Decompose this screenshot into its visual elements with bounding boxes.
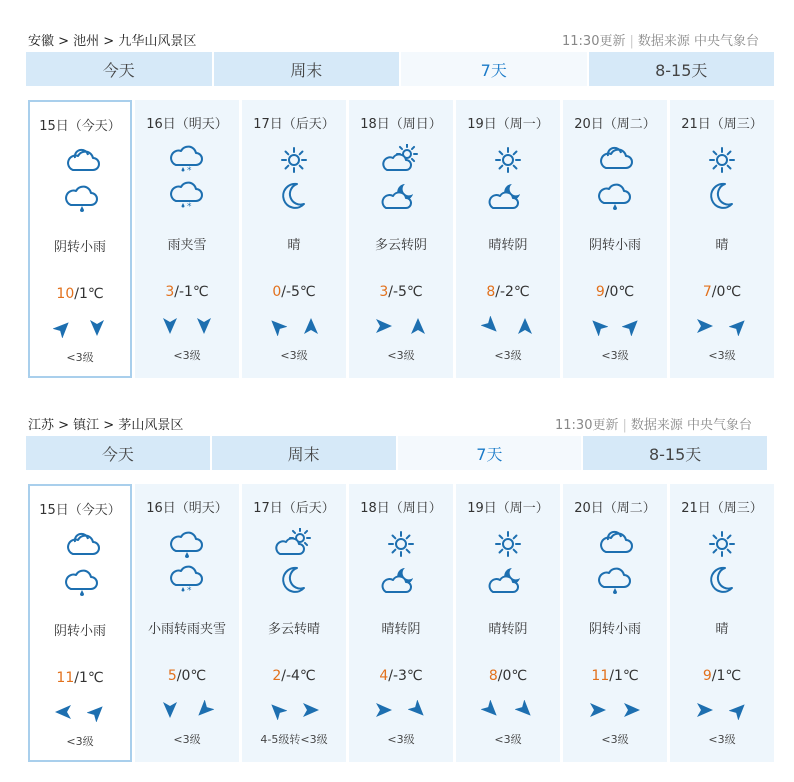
moon-icon <box>702 180 742 212</box>
day-card[interactable] <box>135 484 239 762</box>
temperature <box>242 284 346 300</box>
temp-low: /-3℃ <box>388 668 423 684</box>
wind-southwest-arrow-icon <box>729 700 749 720</box>
weather-desc: 阴转小雨 <box>53 240 106 255</box>
wind-directions <box>242 316 346 336</box>
sun-icon <box>488 144 528 176</box>
moon-icon <box>702 564 742 596</box>
weather-desc: 晴 <box>715 622 729 637</box>
wind-west-arrow-icon <box>374 700 394 720</box>
temperature <box>349 668 453 684</box>
weather-desc: 阴转小雨 <box>53 624 106 639</box>
temp-low: /1℃ <box>74 286 104 302</box>
temperature <box>456 668 560 684</box>
wind-southeast-arrow-icon <box>481 316 501 336</box>
weather-desc: 晴转阴 <box>488 238 528 253</box>
wind-southwest-arrow-icon <box>87 702 107 722</box>
temperature <box>30 286 130 302</box>
cloudy-icon <box>595 144 635 176</box>
temp-high: 3 <box>165 284 175 300</box>
day-label: 20日（周二） <box>574 501 656 516</box>
temp-high: 8 <box>486 284 496 300</box>
temp-low: /1℃ <box>711 668 742 684</box>
wind-level: <3级 <box>66 735 94 748</box>
wind-level: <3级 <box>387 349 415 362</box>
temp-high: 11 <box>591 668 610 684</box>
temp-high: 9 <box>702 668 712 684</box>
wind-level: <3级 <box>494 733 522 746</box>
wind-level: <3级 <box>494 349 522 362</box>
sleet-icon <box>167 564 207 596</box>
tab-weekend[interactable]: 周末 <box>214 52 402 86</box>
forecast-tabs <box>26 52 774 86</box>
weather-desc: 多云转晴 <box>267 622 320 637</box>
rain-icon <box>62 566 102 598</box>
day-card[interactable] <box>563 100 667 378</box>
wind-directions <box>135 316 239 336</box>
temperature <box>670 284 774 300</box>
wind-northeast-arrow-icon <box>588 316 608 336</box>
rain-icon <box>167 528 207 560</box>
update-meta: 11:30更新 | 数据来源 中央气象台 <box>555 418 752 433</box>
sleet-icon <box>167 144 207 176</box>
wind-directions <box>349 700 453 720</box>
temp-low: /1℃ <box>609 668 639 684</box>
day-card[interactable] <box>349 484 453 762</box>
temp-high: 5 <box>167 668 177 684</box>
day-label: 17日（后天） <box>253 117 335 132</box>
temp-low: /-4℃ <box>281 668 316 684</box>
temp-high: 9 <box>595 284 605 300</box>
cloudy-icon <box>595 528 635 560</box>
temperature <box>563 668 667 684</box>
cloudy-night-icon <box>488 180 528 212</box>
wind-level: <3级 <box>601 349 629 362</box>
wind-level: <3级 <box>66 351 94 364</box>
update-time: 11:30更新 <box>562 34 626 49</box>
rain-icon <box>595 180 635 212</box>
temp-high: 3 <box>379 284 389 300</box>
wind-west-arrow-icon <box>695 316 715 336</box>
wind-directions <box>670 700 774 720</box>
cloudy-icon <box>62 530 102 562</box>
day-label: 18日（周日） <box>360 117 442 132</box>
data-source: 数据来源 中央气象台 <box>637 34 759 49</box>
day-card[interactable] <box>242 100 346 378</box>
wind-level: <3级 <box>601 733 629 746</box>
temp-high: 8 <box>488 668 498 684</box>
temp-high: 7 <box>702 284 712 300</box>
wind-directions <box>30 318 130 338</box>
day-label: 16日（明天） <box>146 501 228 516</box>
wind-north-arrow-icon <box>160 316 180 336</box>
tab-8-15days[interactable]: 8-15天 <box>583 436 767 470</box>
weather-desc: 晴 <box>287 238 301 253</box>
cloudy-night-icon <box>381 180 421 212</box>
wind-southwest-arrow-icon <box>622 316 642 336</box>
temp-low: /1℃ <box>74 670 104 686</box>
temp-high: 10 <box>56 286 75 302</box>
rain-icon <box>62 182 102 214</box>
temp-high: 0 <box>272 284 282 300</box>
day-card[interactable] <box>28 100 132 378</box>
weather-desc: 晴转阴 <box>381 622 421 637</box>
rain-icon <box>595 564 635 596</box>
weather-desc: 小雨转雨夹雪 <box>147 622 226 637</box>
weather-desc: 晴 <box>715 238 729 253</box>
day-label: 21日（周三） <box>681 117 763 132</box>
svg-text:*: * <box>187 586 192 596</box>
sun-icon <box>702 528 742 560</box>
data-source: 数据来源 中央气象台 <box>630 418 752 433</box>
wind-southeast-arrow-icon <box>408 700 428 720</box>
wind-southwest-arrow-icon <box>729 316 749 336</box>
wind-level: <3级 <box>173 349 201 362</box>
wind-southwest-arrow-icon <box>53 318 73 338</box>
wind-south-arrow-icon <box>408 316 428 336</box>
day-list <box>28 100 774 378</box>
day-label: 19日（周一） <box>467 501 549 516</box>
day-card[interactable] <box>135 100 239 378</box>
temp-low: /0℃ <box>711 284 742 300</box>
wind-level: <3级 <box>708 349 736 362</box>
temperature <box>30 670 130 686</box>
temp-low: /0℃ <box>176 668 207 684</box>
day-label: 21日（周三） <box>681 501 763 516</box>
wind-directions <box>135 700 239 720</box>
wind-directions <box>456 700 560 720</box>
wind-directions <box>30 702 130 722</box>
forecast-tabs <box>26 436 767 470</box>
wind-west-arrow-icon <box>588 700 608 720</box>
day-card[interactable] <box>670 484 774 762</box>
update-time: 11:30更新 <box>555 418 619 433</box>
wind-level: <3级 <box>708 733 736 746</box>
temp-low: /0℃ <box>497 668 528 684</box>
day-card[interactable] <box>242 484 346 762</box>
weather-desc: 阴转小雨 <box>588 622 641 637</box>
day-label: 20日（周二） <box>574 117 656 132</box>
day-label: 16日（明天） <box>146 117 228 132</box>
wind-southeast-arrow-icon <box>515 700 535 720</box>
temp-low: /-1℃ <box>174 284 209 300</box>
wind-north-arrow-icon <box>160 700 180 720</box>
day-card[interactable] <box>28 484 132 762</box>
weather-desc: 晴转阴 <box>488 622 528 637</box>
wind-level: <3级 <box>280 349 308 362</box>
day-label: 17日（后天） <box>253 501 335 516</box>
wind-directions <box>349 316 453 336</box>
day-label: 15日（今天） <box>39 119 121 134</box>
wind-north-arrow-icon <box>194 316 214 336</box>
svg-text:*: * <box>187 202 192 212</box>
wind-southeast-arrow-icon <box>481 700 501 720</box>
wind-south-arrow-icon <box>515 316 535 336</box>
temperature <box>242 668 346 684</box>
sun-icon <box>274 144 314 176</box>
wind-south-arrow-icon <box>301 316 321 336</box>
update-meta: 11:30更新 | 数据来源 中央气象台 <box>562 34 759 49</box>
temperature <box>135 668 239 684</box>
svg-text:*: * <box>187 166 192 176</box>
day-label: 19日（周一） <box>467 117 549 132</box>
tab-7days[interactable]: 7天 <box>401 52 589 86</box>
temp-low: /-5℃ <box>388 284 423 300</box>
wind-northeast-arrow-icon <box>267 700 287 720</box>
day-card[interactable] <box>349 100 453 378</box>
wind-west-arrow-icon <box>301 700 321 720</box>
tab-today[interactable]: 今天 <box>26 436 212 470</box>
day-label: 15日（今天） <box>39 503 121 518</box>
wind-northeast-arrow-icon <box>267 316 287 336</box>
sun-icon <box>381 528 421 560</box>
weather-desc: 多云转阴 <box>374 238 427 253</box>
day-card[interactable] <box>670 100 774 378</box>
wind-directions <box>456 316 560 336</box>
tab-7days[interactable]: 7天 <box>398 436 584 470</box>
breadcrumb[interactable]: 江苏 > 镇江 > 茅山风景区 <box>28 418 184 433</box>
wind-directions <box>563 700 667 720</box>
temp-high: 4 <box>379 668 389 684</box>
day-card[interactable] <box>563 484 667 762</box>
day-list <box>28 484 774 762</box>
wind-directions <box>670 316 774 336</box>
wind-north-arrow-icon <box>87 318 107 338</box>
partly-cloudy-icon <box>381 144 421 176</box>
sleet-icon <box>167 180 207 212</box>
wind-directions <box>242 700 346 720</box>
day-card[interactable] <box>456 100 560 378</box>
sun-icon <box>488 528 528 560</box>
temp-low: /0℃ <box>604 284 635 300</box>
tab-today[interactable]: 今天 <box>26 52 214 86</box>
temp-high: 11 <box>56 670 75 686</box>
temperature <box>456 284 560 300</box>
temp-high: 2 <box>272 668 282 684</box>
wind-level: <3级 <box>173 733 201 746</box>
partly-cloudy-icon <box>274 528 314 560</box>
wind-directions <box>563 316 667 336</box>
temperature <box>349 284 453 300</box>
wind-east-arrow-icon <box>53 702 73 722</box>
wind-level: 4-5级转<3级 <box>260 733 328 746</box>
day-card[interactable] <box>456 484 560 762</box>
cloudy-icon <box>62 146 102 178</box>
temp-low: /-5℃ <box>281 284 316 300</box>
temperature <box>563 284 667 300</box>
temp-low: /-2℃ <box>495 284 530 300</box>
wind-west-arrow-icon <box>695 700 715 720</box>
tab-weekend[interactable]: 周末 <box>212 436 398 470</box>
day-label: 18日（周日） <box>360 501 442 516</box>
wind-west-arrow-icon <box>374 316 394 336</box>
tab-8-15days[interactable]: 8-15天 <box>589 52 775 86</box>
sun-icon <box>702 144 742 176</box>
cloudy-night-icon <box>381 564 421 596</box>
breadcrumb[interactable]: 安徽 > 池州 > 九华山风景区 <box>28 34 197 49</box>
cloudy-night-icon <box>488 564 528 596</box>
wind-west-arrow-icon <box>622 700 642 720</box>
moon-icon <box>274 180 314 212</box>
weather-desc: 雨夹雪 <box>167 238 207 253</box>
moon-icon <box>274 564 314 596</box>
wind-level: <3级 <box>387 733 415 746</box>
wind-northwest-arrow-icon <box>194 700 214 720</box>
weather-desc: 阴转小雨 <box>588 238 641 253</box>
temperature <box>135 284 239 300</box>
temperature <box>670 668 774 684</box>
